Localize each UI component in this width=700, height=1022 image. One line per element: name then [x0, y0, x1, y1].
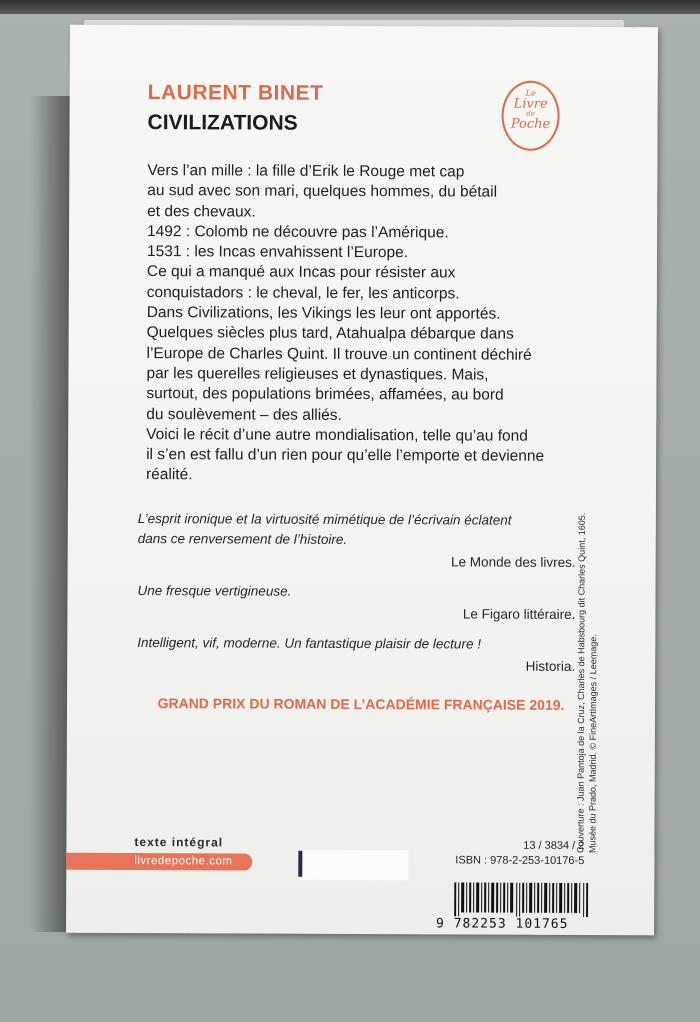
price-sticker: [298, 850, 408, 880]
blurb-line: il s’en est fallu d’un rien pour qu’elle l’emporte et devienne: [146, 446, 545, 465]
quote-source: Historia.: [525, 658, 576, 674]
blurb-line: au sud avec son mari, quelques hommes, du bétail: [147, 182, 498, 201]
book-back-cover: [66, 25, 658, 936]
logo-line-3: de: [526, 109, 535, 118]
quote-text: Intelligent, vif, moderne. Un fantastique plaisir de lecture !: [137, 635, 482, 652]
website-url: livredepoche.com: [134, 855, 233, 868]
quote-text: Une fresque vertigineuse.: [137, 583, 292, 599]
blurb-line: par les querelles religieuses et dynastiques. Mais,: [146, 365, 489, 384]
quote-text: L’esprit ironique et la virtuosité mimétique de l’écrivain éclatent: [137, 511, 512, 528]
blurb-line: Quelques siècles plus tard, Atahualpa débarque dans: [146, 324, 514, 344]
quote-text: dans ce renversement de l’histoire.: [137, 531, 348, 547]
credit-line: Musée du Prado, Madrid. © FineArtImages / Leemage.: [587, 634, 599, 854]
sticker-mark: [298, 851, 302, 877]
catalog-codes: [426, 838, 584, 869]
barcode: [454, 882, 588, 917]
blurb-line: conquistadors : le cheval, le fer, les anticorps.: [146, 283, 460, 303]
book-title: CIVILIZATIONS: [147, 111, 298, 135]
blurb-line: réalité.: [145, 466, 193, 484]
isbn: ISBN : 978-2-253-10176-5: [455, 854, 585, 867]
blurb-line: Ce qui a manqué aux Incas pour résister aux: [146, 263, 456, 282]
blurb-line: 1531 : les Incas envahissent l’Europe.: [146, 243, 409, 262]
blurb-line: l’Europe de Charles Quint. Il trouve un continent déchiré: [146, 344, 532, 364]
quote-source: Le Figaro littéraire.: [462, 606, 576, 622]
blurb-line: 1492 : Colomb ne découvre pas l’Amérique.: [147, 222, 449, 242]
press-quotes: [137, 509, 578, 687]
logo-line-2: Livre: [513, 96, 548, 112]
prize-banner: GRAND PRIX DU ROMAN DE L’ACADÉMIE FRANÇAISE 2019.: [157, 695, 565, 713]
blurb-line: Vers l’an mille : la fille d’Erik le Rouge met cap: [147, 162, 465, 181]
press-quote: [138, 509, 578, 573]
blurb-line: du soulèvement – des alliés.: [146, 405, 342, 424]
catalog-code: 13 / 3834 / 2: [523, 839, 585, 852]
blurb-line: Dans Civilizations, les Vikings les leur ont apportés.: [146, 304, 501, 323]
press-quote: [137, 581, 577, 625]
press-quote: [137, 633, 577, 677]
blurb-text: [146, 161, 587, 488]
credit-line: Couverture : Juan Pantoja de la Cruz, Charles de Habsbourg dit Charles Quint, 1605.: [575, 512, 587, 853]
author-name: LAURENT BINET: [147, 81, 324, 105]
blurb-line: et des chevaux.: [147, 202, 256, 221]
ean-number: 9 782253 101765: [436, 916, 569, 932]
table-edge: [0, 0, 700, 14]
texte-integral-label: texte intégral: [134, 835, 224, 850]
blurb-line: Voici le récit d’une autre mondialisation, telle qu’au fond: [146, 425, 528, 445]
cover-credit: [574, 513, 599, 853]
logo-line-4: Poche: [510, 116, 551, 132]
livre-de-poche-logo: [501, 81, 559, 151]
quote-source: Le Monde des livres.: [451, 554, 576, 570]
blurb-line: surtout, des populations brimées, affamées, au bord: [146, 385, 504, 404]
logo-line-1: Le: [525, 88, 536, 98]
